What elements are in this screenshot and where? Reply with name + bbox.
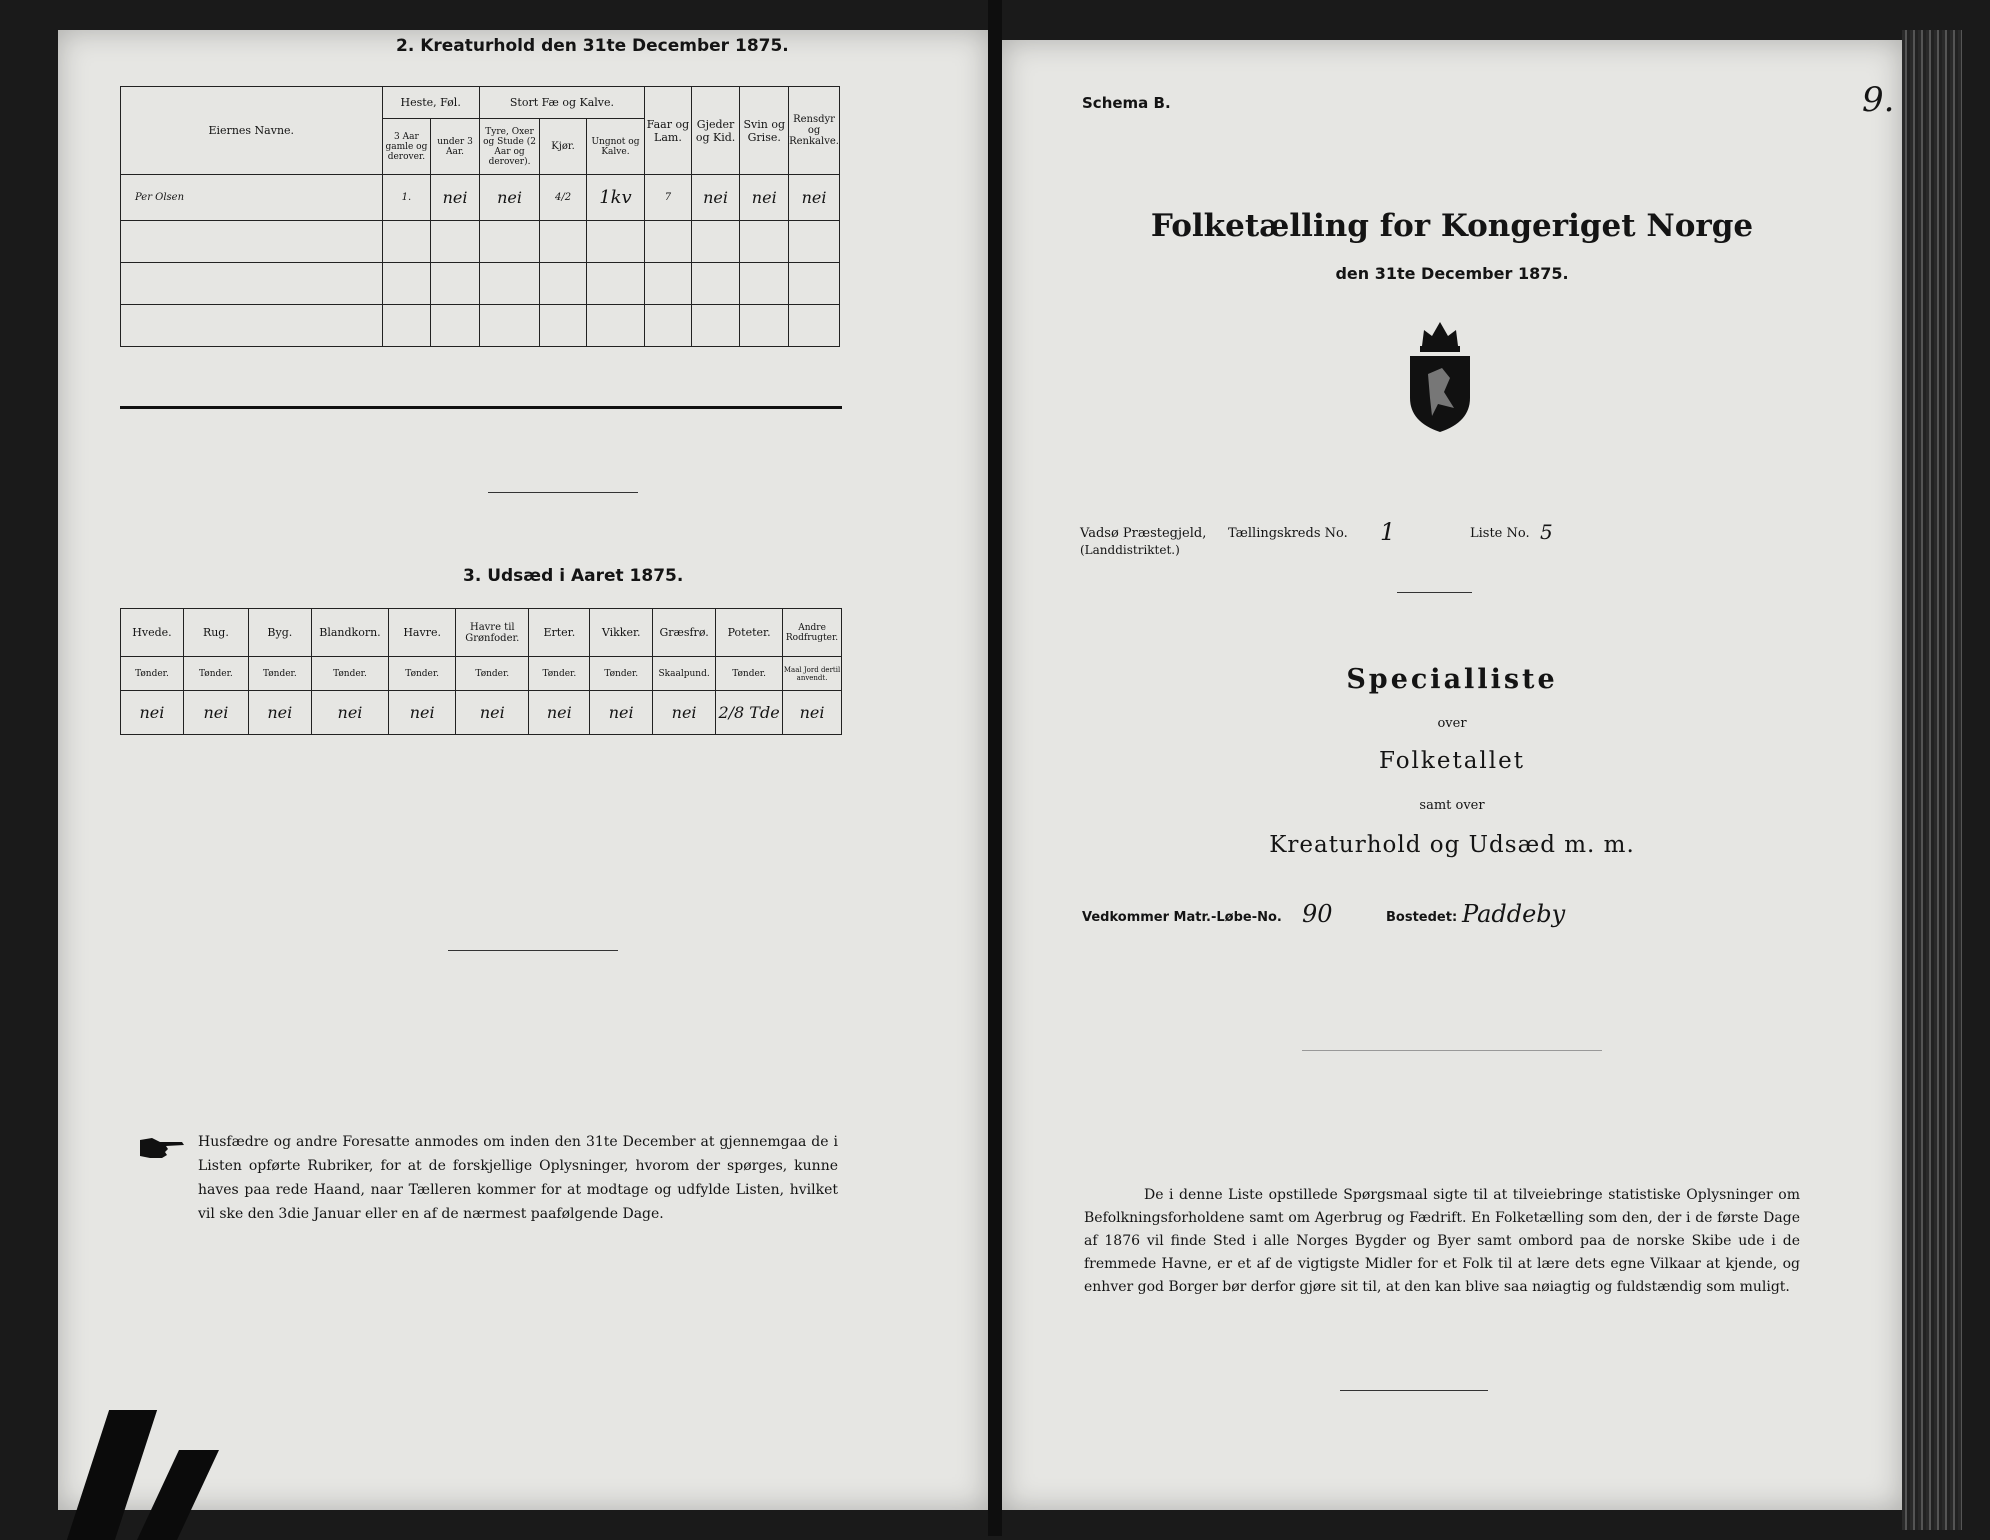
specialliste-heading: Specialliste <box>1346 664 1558 695</box>
col-erter: Erter. <box>529 609 590 657</box>
unit-poteter: Tønder. <box>716 657 783 691</box>
cell-ungnot: 1kv <box>586 175 644 221</box>
unit-rug: Tønder. <box>183 657 248 691</box>
unit-byg: Tønder. <box>248 657 311 691</box>
val-erter: nei <box>529 691 590 735</box>
section3-title: 3. Udsæd i Aaret 1875. <box>463 566 684 586</box>
separator-line-2 <box>448 950 618 951</box>
bosted-value: Paddeby <box>1462 900 1566 928</box>
val-havre-gronfoder: nei <box>456 691 529 735</box>
col-byg: Byg. <box>248 609 311 657</box>
val-havre: nei <box>389 691 456 735</box>
shadow-blot <box>67 1410 157 1540</box>
col-graesfro: Græsfrø. <box>653 609 716 657</box>
group-storfae: Stort Fæ og Kalve. <box>479 87 644 119</box>
shadow-blot <box>137 1450 219 1540</box>
separator-line-4 <box>1302 1050 1602 1051</box>
group-heste: Heste, Føl. <box>382 87 479 119</box>
seed-table <box>120 608 842 735</box>
col-gjeder: Gjeder og Kid. <box>691 87 740 175</box>
val-graesfro: nei <box>653 691 716 735</box>
right-page <box>1002 40 1902 1510</box>
val-rodfrugter: nei <box>783 691 842 735</box>
val-byg: nei <box>248 691 311 735</box>
kreaturhold-heading: Kreaturhold og Udsæd m. m. <box>1269 832 1635 858</box>
cell-kjor: 4/2 <box>540 175 586 221</box>
cell-gjeder: nei <box>691 175 740 221</box>
section2-title: 2. Kreaturhold den 31te December 1875. <box>396 36 789 56</box>
pointing-hand-icon <box>138 1134 186 1162</box>
unit-blandkorn: Tønder. <box>311 657 388 691</box>
col-kjor: Kjør. <box>540 119 586 175</box>
coat-of-arms-icon <box>1402 318 1478 434</box>
table-row <box>121 263 840 305</box>
bosted-label: Bostedet: <box>1386 910 1458 925</box>
census-date: den 31te December 1875. <box>1335 264 1569 283</box>
intro-paragraph: De i denne Liste opstillede Spørgsmaal sigte til at tilveiebringe statistiske Oplysninger om Befolkningsforholdene samt om Agerbrug og Fædrift. En Folketælling som den, der i de første Dage af 1876 vil finde Sted i alle Norges Bygder og Byer samt ombord paa de norske Skibe ude i de fremmede Havne, er et af de vigtigste Midler for et Folk til at lære dets egne Vilkaar at kjende, og enhver god Borger bør derfor gjøre sit til, at den kan blive saa nøiagtig og fuldstændig som muligt. <box>1084 1187 1800 1295</box>
unit-havre-gronfoder: Tønder. <box>456 657 529 691</box>
liste-label: Liste No. <box>1470 526 1530 541</box>
cell-heste-under3: nei <box>431 175 479 221</box>
col-heste-under3: under 3 Aar. <box>431 119 479 175</box>
page-number: 9. <box>1862 80 1895 120</box>
cell-heste-3aar: 1. <box>382 175 431 221</box>
val-rug: nei <box>183 691 248 735</box>
page-edges <box>1902 30 1962 1530</box>
table-bottom-rule <box>120 406 842 409</box>
parish-label: Vadsø Præstegjeld, <box>1080 526 1207 541</box>
val-poteter: 2/8 Tde <box>716 691 783 735</box>
unit-havre: Tønder. <box>389 657 456 691</box>
matr-label: Vedkommer Matr.-Løbe-No. <box>1082 910 1282 925</box>
unit-erter: Tønder. <box>529 657 590 691</box>
col-rodfrugter: Andre Rodfrugter. <box>783 609 842 657</box>
col-havre-gronfoder: Havre til Grønfoder. <box>456 609 529 657</box>
unit-graesfro: Skaalpund. <box>653 657 716 691</box>
samt-over-text: samt over <box>1419 798 1485 813</box>
table-row <box>121 305 840 347</box>
kreds-label: Tællingskreds No. <box>1228 526 1348 541</box>
folketallet-heading: Folketallet <box>1379 748 1525 774</box>
col-poteter: Poteter. <box>716 609 783 657</box>
table-row <box>121 175 840 221</box>
livestock-table <box>120 86 840 347</box>
book-spine <box>988 0 1002 1536</box>
col-heste-3aar: 3 Aar gamle og derover. <box>382 119 431 175</box>
col-tyre: Tyre, Oxer og Stude (2 Aar og derover). <box>479 119 540 175</box>
col-faar: Faar og Lam. <box>645 87 692 175</box>
val-hvede: nei <box>121 691 184 735</box>
over-text-1: over <box>1437 716 1467 731</box>
cell-rensdyr: nei <box>789 175 840 221</box>
liste-value: 5 <box>1540 520 1553 544</box>
unit-vikker: Tønder. <box>590 657 653 691</box>
table-row <box>121 691 842 735</box>
kreds-value: 1 <box>1380 518 1396 546</box>
col-rug: Rug. <box>183 609 248 657</box>
separator-line-5 <box>1340 1390 1488 1391</box>
table-row <box>121 221 840 263</box>
unit-hvede: Tønder. <box>121 657 184 691</box>
col-rensdyr: Rensdyr og Renkalve. <box>789 87 840 175</box>
matr-value: 90 <box>1302 900 1333 928</box>
cell-svin: nei <box>740 175 789 221</box>
col-svin: Svin og Grise. <box>740 87 789 175</box>
col-hvede: Hvede. <box>121 609 184 657</box>
col-ungnot: Ungnot og Kalve. <box>586 119 644 175</box>
separator-line <box>488 492 638 493</box>
val-vikker: nei <box>590 691 653 735</box>
district-label: (Landdistriktet.) <box>1080 543 1180 557</box>
col-vikker: Vikker. <box>590 609 653 657</box>
owner-header: Eiernes Navne. <box>121 87 383 175</box>
cell-faar: 7 <box>645 175 692 221</box>
left-page <box>58 30 988 1510</box>
owner-name: Per Olsen <box>121 175 383 221</box>
separator-line-3 <box>1397 592 1472 593</box>
col-havre: Havre. <box>389 609 456 657</box>
main-title: Folketælling for Kongeriget Norge <box>1150 208 1754 244</box>
schema-label: Schema B. <box>1082 94 1171 112</box>
col-blandkorn: Blandkorn. <box>311 609 388 657</box>
unit-rodfrugter: Maal Jord dertil anvendt. <box>783 657 842 691</box>
cell-tyre: nei <box>479 175 540 221</box>
notice-text: Husfædre og andre Foresatte anmodes om inden den 31te December at gjennemgaa de i Listen opførte Rubriker, for at de forskjellige Oplysninger, hvorom der spørges, kunne haves paa rede Haand, naar Tælleren kommer for at modtage og udfylde Listen, hvilket vil ske den 3die Januar eller en af de nærmest paafølgende Dage. <box>198 1134 838 1222</box>
val-blandkorn: nei <box>311 691 388 735</box>
